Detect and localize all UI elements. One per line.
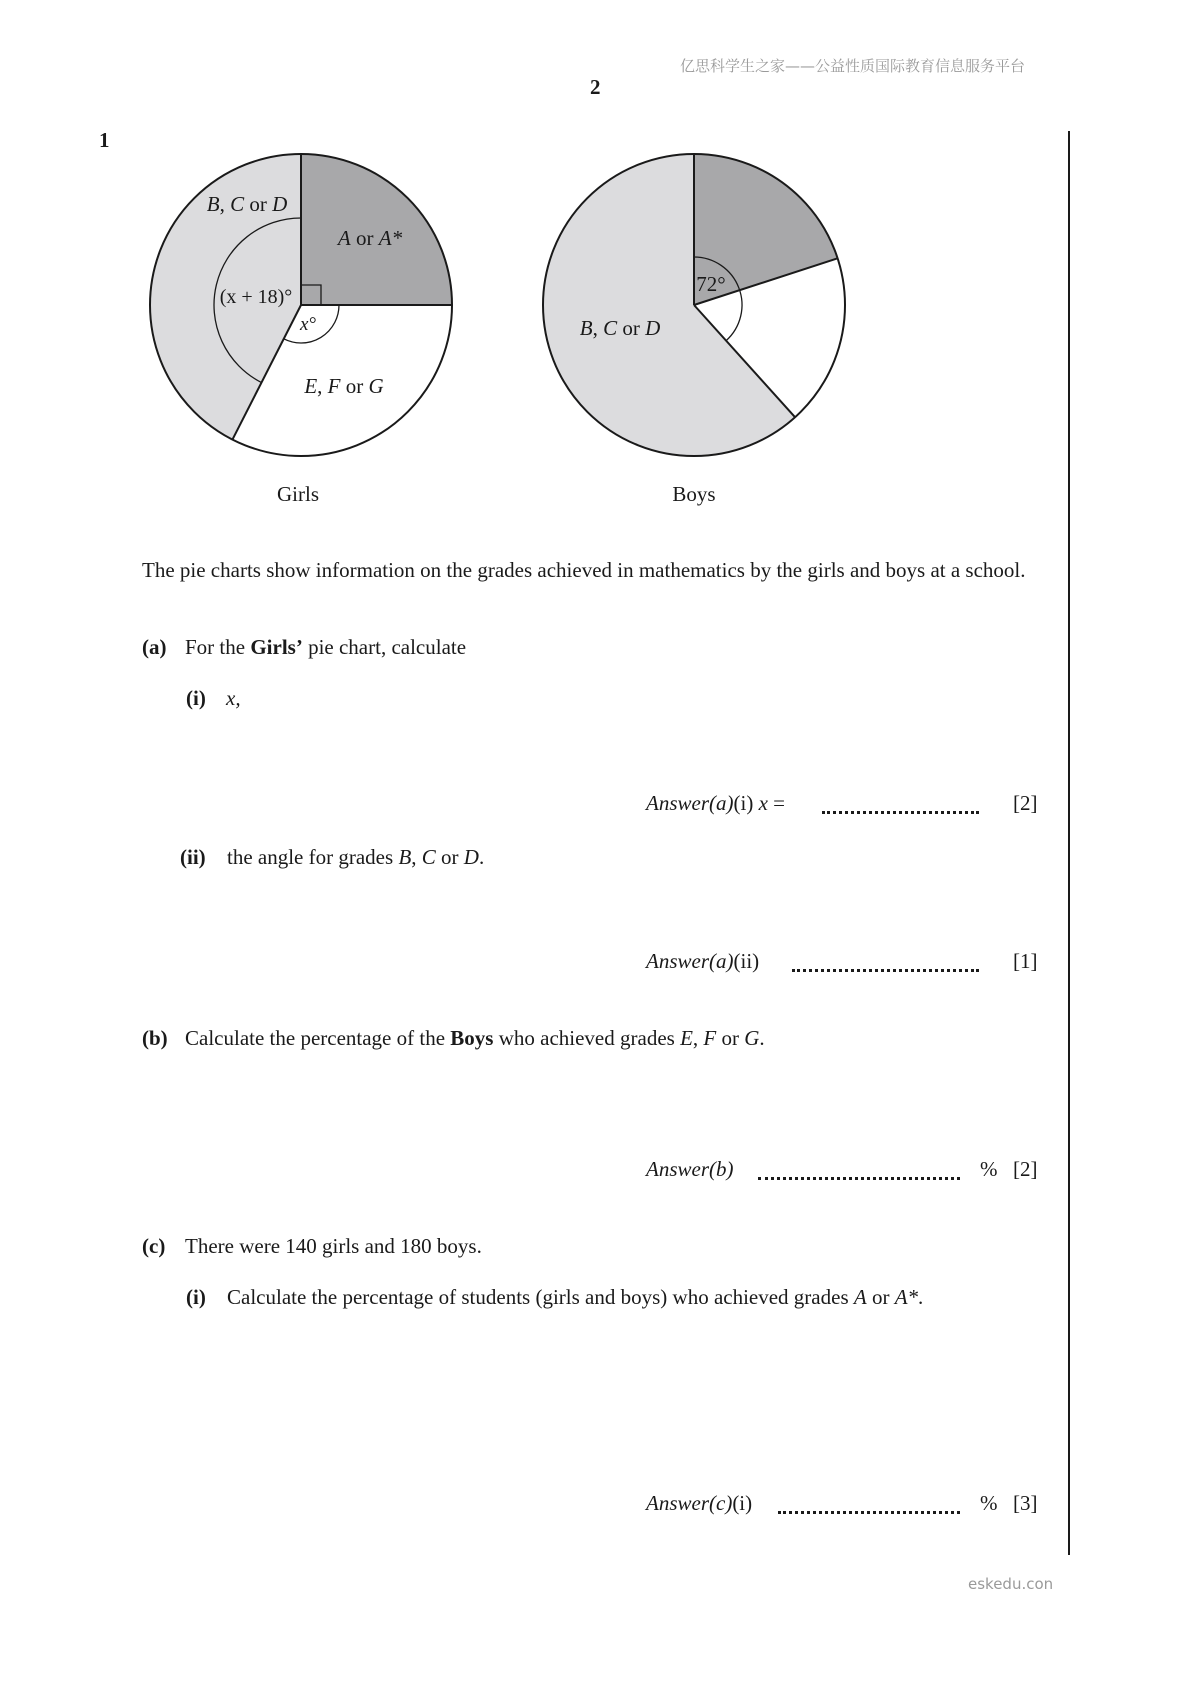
answer-b-unit: %	[980, 1157, 998, 1181]
answer-a-ii-field[interactable]	[792, 969, 979, 972]
answer-a-i-field[interactable]	[822, 811, 979, 814]
marks-a-ii: [1]	[1013, 949, 1038, 973]
part-b-text: Calculate the percentage of the Boys who achieved grades E, F or G.	[185, 1026, 765, 1050]
page-number: 2	[590, 75, 601, 99]
boys-title: Boys	[672, 482, 716, 506]
part-b-label: (b)	[142, 1026, 168, 1050]
boys-angle-72: 72°	[696, 272, 726, 296]
pie-charts-figure	[0, 0, 1190, 540]
watermark-bottom: eskedu.con	[968, 1575, 1054, 1593]
girls-angle-x-plus-18: (x + 18)°	[219, 286, 293, 308]
marks-b: [2]	[1013, 1157, 1038, 1181]
girls-label-bcd: B, C or D	[206, 192, 288, 216]
girls-angle-x: x°	[299, 314, 317, 335]
boys-label-bcd: B, C or D	[579, 316, 661, 340]
part-a-ii-label: (ii)	[180, 845, 206, 869]
marks-a-i: [2]	[1013, 791, 1038, 815]
part-a-i-text: x,	[226, 686, 241, 710]
answer-a-i-label: Answer(a)(i) x =	[646, 791, 785, 815]
answer-c-i-label: Answer(c)(i)	[646, 1491, 753, 1515]
part-c-label: (c)	[142, 1234, 166, 1258]
answer-a-ii-label: Answer(a)(ii)	[646, 949, 760, 973]
part-c-text: There were 140 girls and 180 boys.	[185, 1234, 482, 1258]
girls-pie-chart	[150, 154, 452, 506]
part-a-text: For the Girls’ pie chart, calculate	[185, 635, 467, 659]
question-number: 1	[99, 128, 110, 152]
answer-b-label: Answer(b)	[646, 1157, 734, 1181]
girls-label-a-astar: A or A*	[337, 226, 403, 250]
part-c-i-label: (i)	[186, 1285, 206, 1309]
part-a-label: (a)	[142, 635, 167, 659]
part-c-i-text: Calculate the percentage of students (girls and boys) who achieved grades A or A*.	[227, 1285, 924, 1309]
intro-text: The pie charts show information on the grades achieved in mathematics by the girls and boys at a school.	[142, 558, 1026, 582]
answer-c-i-field[interactable]	[778, 1511, 960, 1514]
part-a-i-label: (i)	[186, 686, 206, 710]
answer-c-i-unit: %	[980, 1491, 998, 1515]
watermark-top: 亿思科学生之家——公益性质国际教育信息服务平台	[680, 57, 1026, 75]
boys-pie-chart	[543, 154, 845, 506]
girls-title: Girls	[277, 482, 319, 506]
marks-c-i: [3]	[1013, 1491, 1038, 1515]
girls-label-efg: E, F or G	[304, 374, 384, 398]
answer-b-field[interactable]	[758, 1177, 960, 1180]
part-a-ii-text: the angle for grades B, C or D.	[227, 845, 485, 869]
